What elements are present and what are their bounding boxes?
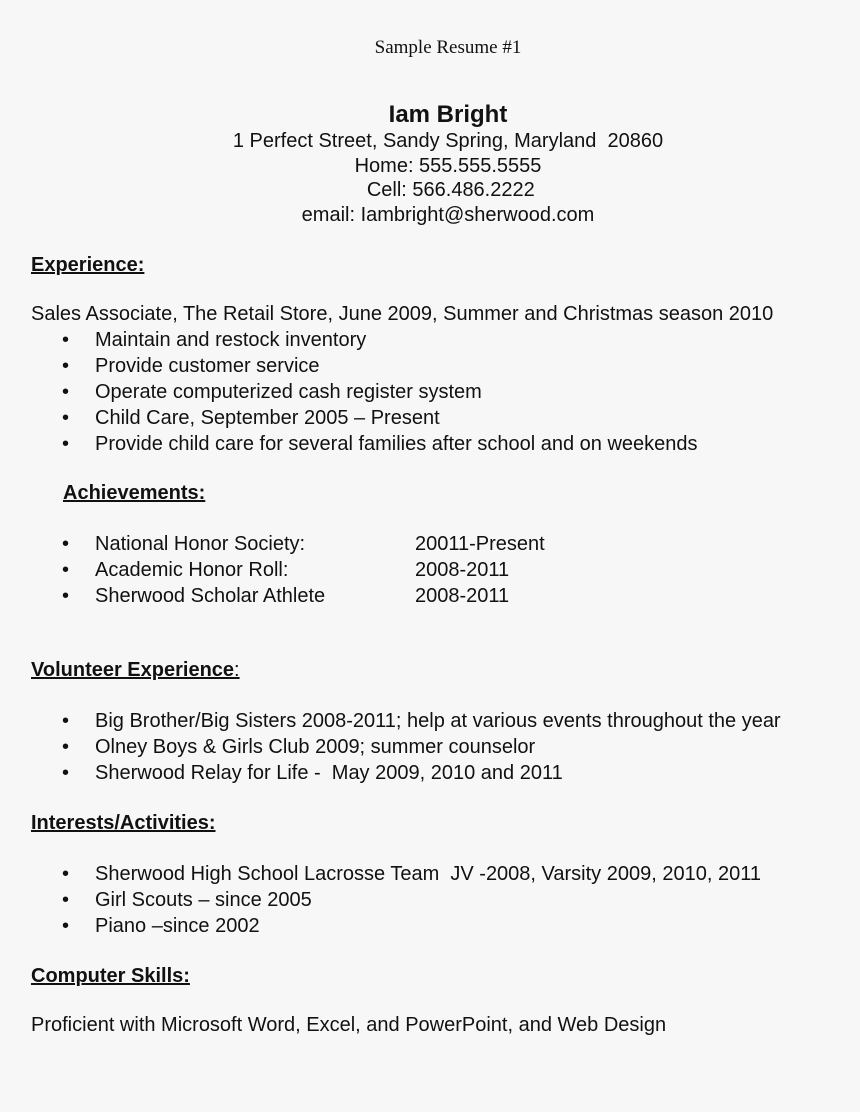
experience-heading: Experience: [31, 254, 145, 276]
list-item-date: 2008-2011 [415, 559, 510, 581]
bullet-icon: • [62, 433, 70, 455]
list-item-date: 20011-Present [415, 533, 545, 555]
address: 1 Perfect Street, Sandy Spring, Maryland 20860 [232, 130, 664, 152]
cell-phone: Cell: 566.486.2222 [361, 179, 535, 201]
bullet-icon: • [62, 559, 70, 581]
list-item-text: Child Care, September 2005 – Present [95, 407, 440, 429]
computer-skills-heading: Computer Skills: [31, 965, 190, 987]
list-item-text: Provide child care for several families after school and on weekends [95, 433, 698, 455]
achievements-heading: Achievements: [63, 482, 206, 504]
home-phone: Home: 555.555.5555 [354, 155, 542, 177]
bullet-icon: • [62, 710, 70, 732]
document-title: Sample Resume #1 [374, 37, 522, 58]
bullet-icon: • [62, 407, 70, 429]
list-item-text: Big Brother/Big Sisters 2008-2011; help at various events throughout the year [95, 710, 781, 732]
volunteer-heading-text: Volunteer Experience [31, 659, 235, 681]
applicant-name: Iam Bright [388, 101, 508, 128]
bullet-icon: • [62, 889, 70, 911]
list-item-text: Operate computerized cash register system [95, 381, 482, 403]
list-item-text: Piano –since 2002 [95, 915, 260, 937]
bullet-icon: • [62, 329, 70, 351]
email: email: Iambright@sherwood.com [301, 204, 595, 226]
list-item-text: Girl Scouts – since 2005 [95, 889, 312, 911]
list-item-text: Sherwood High School Lacrosse Team JV -2008, Varsity 2009, 2010, 2011 [95, 863, 761, 885]
interests-heading: Interests/Activities: [31, 812, 216, 834]
bullet-icon: • [62, 585, 70, 607]
list-item-text: Provide customer service [95, 355, 320, 377]
list-item-text: Sherwood Scholar Athlete [95, 585, 326, 607]
volunteer-heading-colon: : [234, 659, 240, 681]
bullet-icon: • [62, 533, 70, 555]
bullet-icon: • [62, 381, 70, 403]
volunteer-heading [31, 658, 240, 682]
computer-skills-text: Proficient with Microsoft Word, Excel, and PowerPoint, and Web Design [31, 1014, 667, 1036]
bullet-icon: • [62, 736, 70, 758]
list-item-text: National Honor Society: [95, 533, 306, 555]
list-item-date: 2008-2011 [415, 585, 510, 607]
bullet-icon: • [62, 762, 70, 784]
bullet-icon: • [62, 915, 70, 937]
list-item-text: Academic Honor Roll: [95, 559, 289, 581]
bullet-icon: • [62, 355, 70, 377]
list-item-text: Sherwood Relay for Life - May 2009, 2010 and 2011 [95, 762, 563, 784]
list-item-text: Maintain and restock inventory [95, 329, 367, 351]
job-title: Sales Associate, The Retail Store, June 2009, Summer and Christmas season 2010 [31, 303, 774, 325]
list-item-text: Olney Boys & Girls Club 2009; summer counselor [95, 736, 536, 758]
bullet-icon: • [62, 863, 70, 885]
